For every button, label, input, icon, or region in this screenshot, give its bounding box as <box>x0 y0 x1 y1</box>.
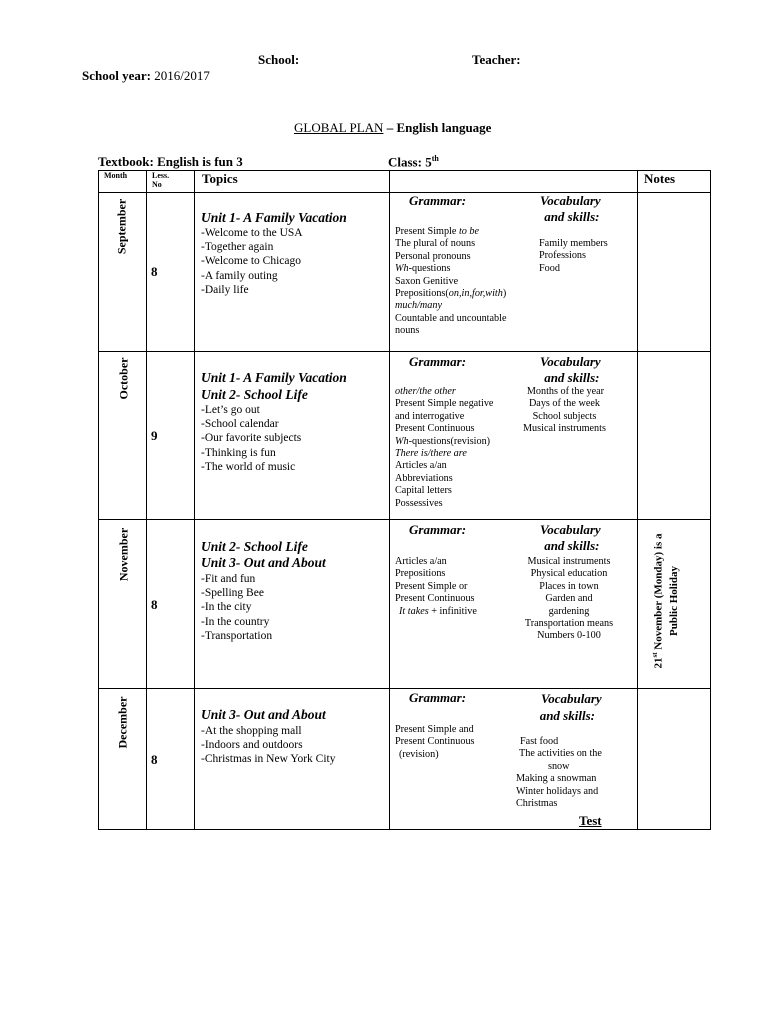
textbook-label: Textbook: English is fun 3 <box>98 154 243 169</box>
grammar-item: Saxon Genitive <box>395 275 459 287</box>
vocab-item: Months of the year <box>526 386 605 397</box>
grammar-list <box>395 556 477 618</box>
vocab-item: Days of the week <box>528 398 600 410</box>
title-rest: – English language <box>383 120 492 135</box>
grammar-item: It takes + infinitive <box>399 605 477 617</box>
unit-title: Unit 2- School Life <box>201 539 308 554</box>
unit-title: Unit 3- Out and About <box>201 707 326 722</box>
grammar-item: Possessives <box>395 497 443 509</box>
vocab-item: The activities on the <box>519 748 602 760</box>
topic-item: -Indoors and outdoors <box>201 739 303 752</box>
vocab-heading-line: Vocabulary <box>540 193 601 208</box>
grammar-item: Present Simple and <box>395 724 474 735</box>
col-lessons-header <box>152 171 169 189</box>
col-less-2: No <box>152 180 162 189</box>
school-year <box>82 68 210 84</box>
topic-item: -Daily life <box>201 283 249 296</box>
grammar-item: nouns <box>395 325 420 337</box>
grammar-heading: Grammar: <box>409 522 467 537</box>
vocab-heading-line: Vocabulary <box>540 354 601 369</box>
topic-item: -Welcome to Chicago <box>201 255 301 268</box>
vocab-item: Musical instruments <box>523 423 606 435</box>
note-line-1: 21st November (Monday) is a <box>651 533 665 669</box>
class-text: Class: 5 <box>388 154 432 170</box>
topic-item: -School calendar <box>201 418 279 431</box>
grammar-heading: Grammar: <box>409 354 467 369</box>
grammar-item: Wh-questions(revision) <box>395 435 491 447</box>
test-label: Test <box>579 813 602 828</box>
unit-title: Unit 1- A Family Vacation <box>201 370 347 385</box>
lessons-count: 9 <box>151 428 158 443</box>
note-line-2: Public Holiday <box>667 566 680 636</box>
topics-list <box>201 724 336 767</box>
vocabulary-list <box>523 386 606 436</box>
class-sup: th <box>431 154 439 163</box>
col-notes-header: Notes <box>644 171 676 186</box>
grammar-item: Prepositions <box>395 568 446 580</box>
topic-item: -In the city <box>201 601 252 614</box>
grammar-item: (revision) <box>399 748 439 760</box>
topic-item: -Together again <box>201 241 274 254</box>
grammar-item: Countable and uncountable <box>395 312 507 324</box>
vocab-heading-line: and skills: <box>544 209 600 224</box>
vocab-item: Numbers 0-100 <box>537 630 601 642</box>
topic-item: -Welcome to the USA <box>201 227 303 239</box>
grammar-item: Present Continuous <box>395 593 475 605</box>
vocab-item: Fast food <box>520 736 559 747</box>
unit-title: Unit 1- A Family Vacation <box>201 210 347 225</box>
month-label: September <box>114 198 129 255</box>
vocab-item: Musical instruments <box>527 556 611 567</box>
vocab-item: Places in town <box>539 580 599 592</box>
topic-item: -A family outing <box>201 269 278 282</box>
grammar-heading: Grammar: <box>409 690 467 705</box>
grammar-item: Prepositions(on,in,for,with) <box>395 288 507 300</box>
vocab-heading-line: Vocabulary <box>541 691 602 706</box>
grammar-list <box>395 226 506 338</box>
school-year-label: School year: <box>82 68 151 83</box>
vocab-item: Professions <box>539 250 586 262</box>
vocabulary-heading <box>540 522 601 554</box>
grammar-item: Articles a/an <box>395 556 447 567</box>
class-label <box>388 154 439 170</box>
vocab-item: Making a snowman <box>516 773 597 785</box>
vocab-item: School subjects <box>532 410 597 422</box>
topic-item: -Spelling Bee <box>201 587 264 600</box>
vocabulary-heading <box>533 690 602 724</box>
vocabulary-heading <box>540 354 601 386</box>
lessons-count: 8 <box>151 597 158 612</box>
grammar-item: much/many <box>395 300 442 312</box>
vocabulary-list <box>514 556 624 643</box>
grammar-item: Present Continuous <box>395 736 475 748</box>
public-holiday-note <box>648 516 682 686</box>
vocab-item: Garden and <box>545 593 593 605</box>
vocab-item: Family members <box>539 238 608 249</box>
lessons-count: 8 <box>151 264 158 279</box>
grammar-item: The plural of nouns <box>395 238 476 250</box>
grammar-item: and interrogative <box>395 410 465 422</box>
topic-item: -The world of music <box>201 460 296 473</box>
topic-item: -Our favorite subjects <box>201 432 302 445</box>
teacher-label: Teacher: <box>472 52 521 67</box>
vocabulary-list <box>539 238 608 275</box>
vocab-heading-line: Vocabulary <box>540 522 601 537</box>
vocab-item: Christmas <box>516 798 558 810</box>
grammar-item: Abbreviations <box>395 472 453 484</box>
grammar-item: Personal pronouns <box>395 250 471 262</box>
month-label: December <box>115 696 130 749</box>
lessons-count: 8 <box>151 752 158 767</box>
vocab-item: Physical education <box>530 568 608 580</box>
unit-title: Unit 2- School Life <box>201 387 308 402</box>
grammar-item: Present Continuous <box>395 423 475 435</box>
topic-item: -Fit and fun <box>201 573 256 585</box>
vocab-item: Winter holidays and <box>516 785 599 797</box>
grammar-item: Present Simple to be <box>395 226 480 237</box>
col-less-1: Less. <box>152 171 170 180</box>
vocab-item: Food <box>539 262 560 274</box>
topic-item: -At the shopping mall <box>201 725 302 737</box>
grammar-item: Capital letters <box>395 485 452 497</box>
grammar-item: There is/there are <box>395 448 467 460</box>
vocab-item: gardening <box>548 605 590 617</box>
grammar-list <box>395 724 475 761</box>
grammar-item: Present Simple or <box>395 580 468 592</box>
vocabulary-list <box>516 736 602 810</box>
topics-list <box>201 226 303 297</box>
topic-item: -In the country <box>201 615 270 628</box>
grammar-item: Present Simple negative <box>395 398 494 410</box>
grammar-item: Wh-questions <box>395 263 451 275</box>
month-label: October <box>116 357 131 400</box>
grammar-item: Articles a/an <box>395 460 447 472</box>
month-label: November <box>116 527 131 582</box>
vocab-heading-line: and skills: <box>544 370 600 385</box>
vocab-item: Transportation means <box>524 618 614 630</box>
unit-title: Unit 3- Out and About <box>201 555 326 570</box>
vocab-item: snow <box>548 760 570 772</box>
topic-item: -Thinking is fun <box>201 446 276 459</box>
page-title <box>294 120 491 136</box>
topic-item: -Let’s go out <box>201 404 260 416</box>
grammar-item: other/the other <box>395 386 456 397</box>
title-global-plan: GLOBAL PLAN <box>294 120 384 135</box>
topic-item: -Transportation <box>201 629 273 642</box>
school-year-value: 2016/2017 <box>154 68 210 83</box>
topics-list <box>201 572 272 643</box>
topics-list <box>201 403 301 474</box>
vocabulary-heading <box>540 193 601 225</box>
grammar-heading: Grammar: <box>409 193 467 208</box>
grammar-list <box>395 386 493 510</box>
col-topics-header: Topics <box>202 171 238 186</box>
topic-item: -Christmas in New York City <box>201 753 336 766</box>
vocab-heading-line: and skills: <box>539 708 595 723</box>
col-month-header: Month <box>104 171 128 180</box>
vocab-heading-line: and skills: <box>544 538 600 553</box>
school-label: School: <box>258 52 300 67</box>
